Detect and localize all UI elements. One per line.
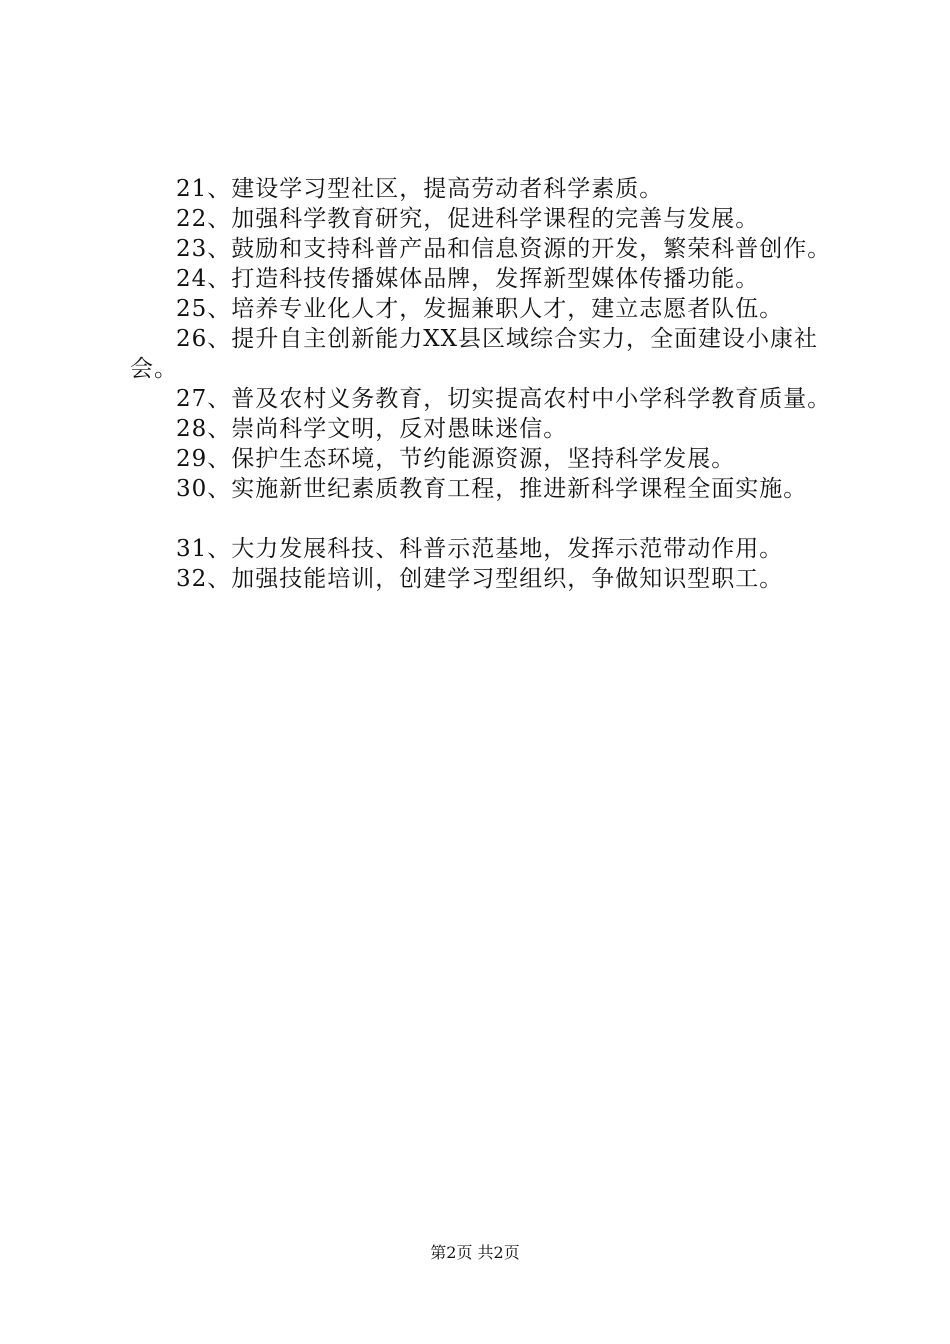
paragraph-27: 27、普及农村义务教育，切实提高农村中小学科学教育质量。 (176, 386, 832, 412)
document-body (130, 174, 850, 594)
paragraph-23: 23、鼓励和支持科普产品和信息资源的开发，繁荣科普创作。 (176, 236, 832, 262)
paragraph-21: 21、建设学习型社区，提高劳动者科学素质。 (176, 176, 664, 202)
paragraph-26: 26、提升自主创新能力XX县区域综合实力，全面建设小康社会。 (130, 326, 819, 382)
paragraph-31: 31、大力发展科技、科普示范基地，发挥示范带动作用。 (176, 536, 784, 562)
paragraph-22: 22、加强科学教育研究，促进科学课程的完善与发展。 (176, 206, 760, 232)
paragraph-28: 28、崇尚科学文明，反对愚昧迷信。 (176, 416, 568, 442)
paragraph-29: 29、保护生态环境，节约能源资源，坚持科学发展。 (176, 446, 736, 472)
paragraph-24: 24、打造科技传播媒体品牌，发挥新型媒体传播功能。 (176, 266, 760, 292)
paragraph-32: 32、加强技能培训，创建学习型组织，争做知识型职工。 (176, 566, 784, 592)
page-footer: 第2页 共2页 (430, 1243, 520, 1262)
paragraph-25: 25、培养专业化人才，发掘兼职人才，建立志愿者队伍。 (176, 296, 784, 322)
paragraph-30: 30、实施新世纪素质教育工程，推进新科学课程全面实施。 (176, 476, 808, 502)
